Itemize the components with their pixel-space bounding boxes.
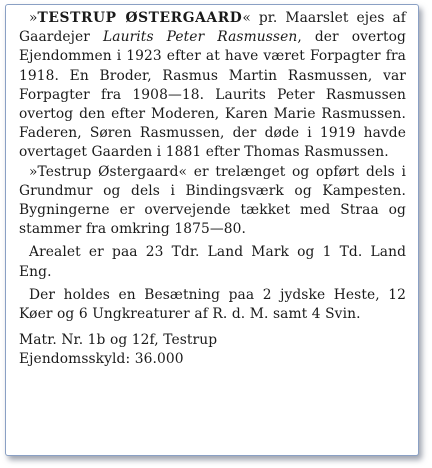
title-close-quote: « [242,10,251,26]
property-valuation: Ejendomsskyld: 36.000 [19,351,184,368]
intro-text: pr. Maarslet ejes af Gaardejer [19,10,407,46]
history-text: , der overtog Ejendommen i 1923 efter at have været Forpagter fra 1918. En Broder, Rasmus Martin Rasmussen, var Forpagter fra 1908—18. Laurits Peter Rasmussen overtog den efter Moderen, Karen Marie Rasmussen. Faderen, Søren Rasmussen, der døde i 1919 havde overtaget Gaarden i 1881 efter Thomas Rasmussen. [19,29,406,161]
paragraph-area: Arealet er paa 23 Tdr. Land Mark og 1 Td. Land Eng. [19,244,406,280]
paragraph-cadastral [19,331,406,369]
paragraph-buildings: »Testrup Østergaard« er trelænget og opført dels i Grundmur og dels i Bindingsværk og Kampesten. Bygningerne er overvejende tækket med Straa og stammer fra omkring 1875—80. [19,163,406,238]
farm-title: TESTRUP ØSTERGAARD [37,10,243,26]
paragraph-livestock: Der holdes en Besætning paa 2 jydske Heste, 12 Køer og 6 Ungkreaturer af R. d. M. samt 4 Svin. [19,286,406,323]
title-open-quote: » [29,10,38,26]
paragraph-owner-history [19,9,406,163]
cadastral-number: Matr. Nr. 1b og 12f, Testrup [19,332,218,349]
document-card [5,4,419,456]
owner-name: Laurits Peter Rasmussen [103,29,298,46]
